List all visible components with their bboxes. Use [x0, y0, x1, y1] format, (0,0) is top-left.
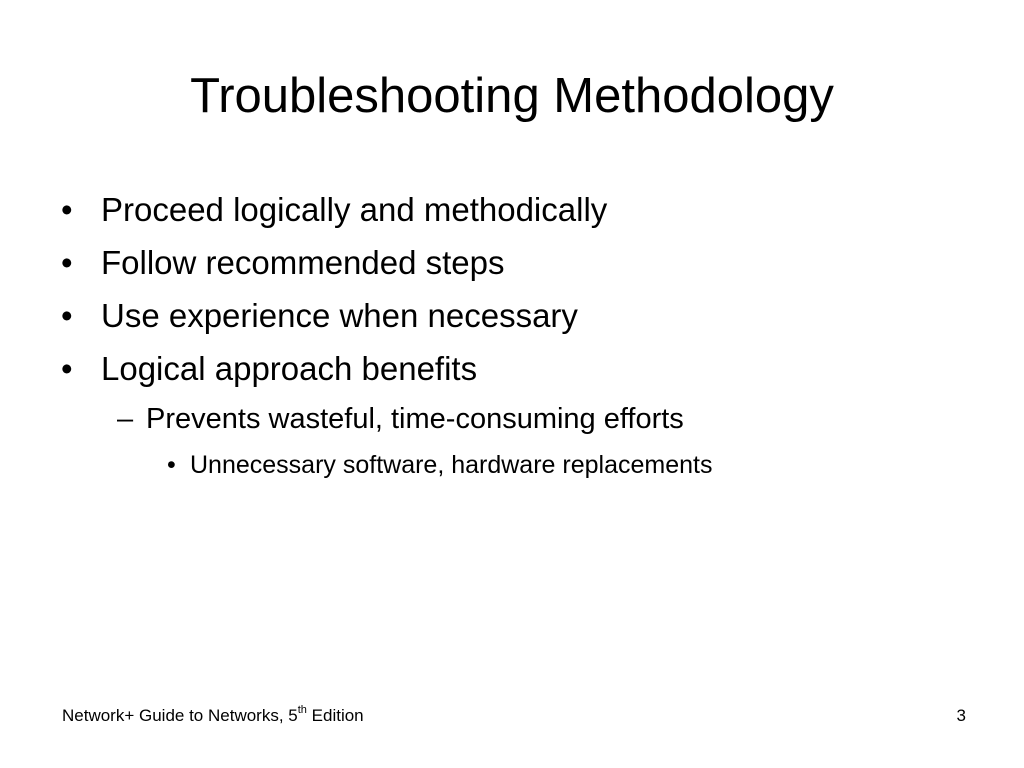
bullet-marker: •	[61, 350, 73, 387]
dash-marker: –	[117, 403, 134, 435]
bullet-marker: •	[61, 297, 73, 334]
bullet-text: Follow recommended steps	[101, 244, 505, 281]
bullet-text: Logical approach benefits	[101, 350, 478, 387]
sub-sub-bullet-item	[167, 450, 713, 480]
footer-book-title	[62, 705, 364, 727]
bullet-item	[61, 296, 578, 336]
bullet-item	[61, 349, 478, 389]
sub-bullet-item	[117, 401, 684, 437]
bullet-marker: •	[61, 191, 73, 228]
sub-sub-bullet-text: Unnecessary software, hardware replacements	[190, 451, 713, 479]
sub-bullet-text: Prevents wasteful, time-consuming efforts	[146, 403, 684, 435]
bullet-item	[61, 243, 505, 283]
footer-edition-text: Edition	[306, 706, 364, 725]
footer-superscript: th	[297, 704, 307, 717]
bullet-text: Proceed logically and methodically	[101, 191, 608, 228]
slide-title: Troubleshooting Methodology	[190, 69, 834, 123]
bullet-marker: •	[61, 244, 73, 281]
bullet-marker: •	[167, 451, 176, 479]
bullet-text: Use experience when necessary	[101, 297, 578, 334]
footer-book-text: Network+ Guide to Networks, 5	[62, 706, 298, 725]
page-number: 3	[956, 706, 966, 725]
bullet-item	[61, 190, 608, 230]
